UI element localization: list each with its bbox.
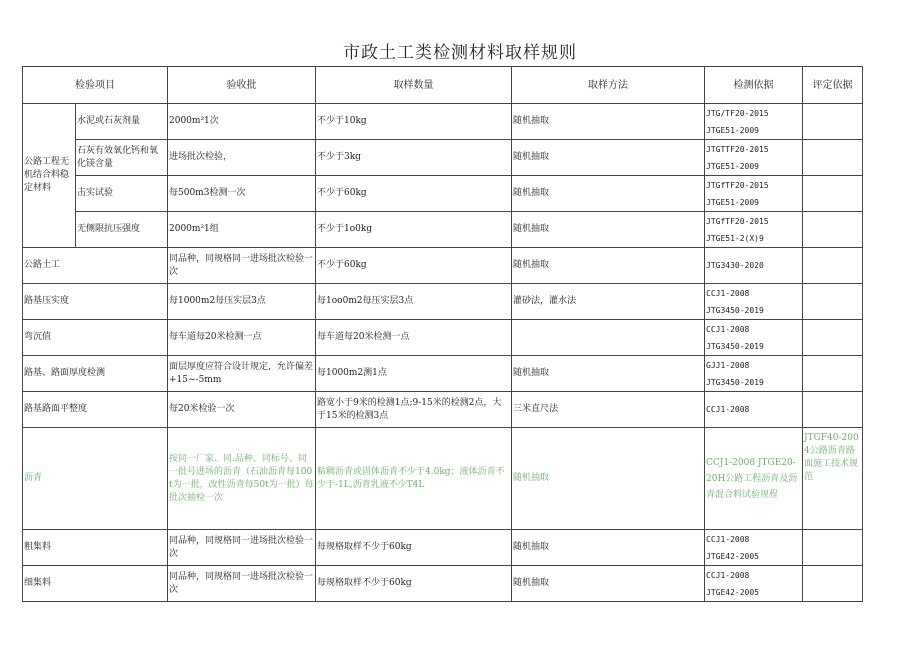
batch-cell: 2000m²1次 <box>168 104 316 140</box>
quantity-cell: 不少于3kg <box>316 140 512 176</box>
batch-cell: 每20米检验一次 <box>168 392 316 428</box>
sub-item: 石灰有效氧化钙和氧化镁含量 <box>76 140 168 176</box>
quantity-cell: 粘稠沥青或固体沥青不少于4.0kg；液体沥青不少于-1L,沥青乳液不少T4L <box>316 428 512 530</box>
eval-cell <box>803 356 863 392</box>
table-row <box>23 212 863 248</box>
item-cell: 沥青 <box>23 428 168 530</box>
basis-cell: CCJ1-2008 <box>705 392 803 428</box>
quantity-cell: 每车道每20米检测一点 <box>316 320 512 356</box>
table-row <box>23 320 863 356</box>
header-method: 取样方法 <box>512 67 705 104</box>
quantity-cell: 不少于1o0kg <box>316 212 512 248</box>
quantity-cell: 不少于60kg <box>316 176 512 212</box>
eval-cell <box>803 176 863 212</box>
header-batch: 验收批 <box>168 67 316 104</box>
quantity-cell: 每规格取样不少于60kg <box>316 566 512 602</box>
table-row-asphalt <box>23 428 863 530</box>
eval-cell <box>803 104 863 140</box>
batch-cell: 同品种，同规格同一进场批次检验一次 <box>168 248 316 284</box>
item-cell: 路基路面平整度 <box>23 392 168 428</box>
item-cell: 细集料 <box>23 566 168 602</box>
method-cell: 随机抽取 <box>512 428 705 530</box>
group-label: 公路工程无机结合料稳定材料 <box>23 104 76 248</box>
table-row <box>23 530 863 566</box>
basis-cell: CCJ1-2008 JTG3450-2019 <box>705 284 803 320</box>
table-row <box>23 392 863 428</box>
item-cell: 路基压实度 <box>23 284 168 320</box>
eval-cell <box>803 212 863 248</box>
basis-cell: JTGfTF20-2015 JTGE51-2(X)9 <box>705 212 803 248</box>
method-cell: 随机抽取 <box>512 248 705 284</box>
method-cell: 灌砂法，灌水法 <box>512 284 705 320</box>
sub-item: 无侧限抗压强度 <box>76 212 168 248</box>
batch-cell: 每1000m2每压实层3点 <box>168 284 316 320</box>
table-row <box>23 176 863 212</box>
method-cell: 三米直尺法 <box>512 392 705 428</box>
quantity-cell: 不少于60kg <box>316 248 512 284</box>
sub-item: 击实试验 <box>76 176 168 212</box>
basis-cell: CCJ1-2008 JTGE42-2005 <box>705 530 803 566</box>
table-row <box>23 284 863 320</box>
batch-cell: 每车道每20米检测一点 <box>168 320 316 356</box>
batch-cell: 面层厚度应符合设计规定，允许偏差+15~-5mm <box>168 356 316 392</box>
eval-cell: JTGF40-2004公路沥青路面施工技术规范 <box>803 428 863 530</box>
table-row <box>23 248 863 284</box>
eval-cell <box>803 140 863 176</box>
eval-cell <box>803 566 863 602</box>
quantity-cell: 每1oo0m2每压实层3点 <box>316 284 512 320</box>
eval-cell <box>803 392 863 428</box>
method-cell: 随机抽取 <box>512 104 705 140</box>
method-cell <box>512 320 705 356</box>
method-cell: 随机抽取 <box>512 212 705 248</box>
eval-cell <box>803 530 863 566</box>
eval-cell <box>803 284 863 320</box>
quantity-cell: 路宽小于9米的检测1点;9-15米的检测2点，大于15米的检测3点 <box>316 392 512 428</box>
quantity-cell: 不少于10kg <box>316 104 512 140</box>
header-item: 检验项目 <box>23 67 168 104</box>
item-cell: 粗集料 <box>23 530 168 566</box>
basis-cell: GJJ1-2008 JTG3450-2019 <box>705 356 803 392</box>
table-row <box>23 104 863 140</box>
batch-cell: 同品种，同规格同一进场批次检验一次 <box>168 530 316 566</box>
batch-cell: 进场批次检验， <box>168 140 316 176</box>
table-row <box>23 140 863 176</box>
batch-cell: 同品种，同规格同一进场批次检验一次 <box>168 566 316 602</box>
batch-cell: 2000m²1组 <box>168 212 316 248</box>
item-cell: 公路土工 <box>23 248 168 284</box>
quantity-cell: 每1000m2测1点 <box>316 356 512 392</box>
basis-cell: JTGTTF20-2015 JTGE51-2009 <box>705 140 803 176</box>
item-cell: 路基、路面厚度检测 <box>23 356 168 392</box>
header-quantity: 取样数量 <box>316 67 512 104</box>
basis-cell: JTGfTF20-2015 JTGE51-2009 <box>705 176 803 212</box>
sampling-rules-table <box>22 66 863 602</box>
basis-cell: JTG/TF20-2015 JTGE51-2009 <box>705 104 803 140</box>
batch-cell: 每500m3检测一次 <box>168 176 316 212</box>
header-basis: 检测依据 <box>705 67 803 104</box>
table-row <box>23 566 863 602</box>
table-row <box>23 356 863 392</box>
basis-cell: CCJ1-2008 JTGE42-2005 <box>705 566 803 602</box>
method-cell: 随机抽取 <box>512 530 705 566</box>
page-title: 市政土工类检测材料取样规则 <box>343 43 577 63</box>
sub-item: 水泥或石灰剂量 <box>76 104 168 140</box>
quantity-cell: 每规格取样不少于60kg <box>316 530 512 566</box>
eval-cell <box>803 320 863 356</box>
method-cell: 随机抽取 <box>512 356 705 392</box>
header-evaluation: 评定依据 <box>803 67 863 104</box>
basis-cell: CCJ1-2008 JTGE20-20H公路工程沥青及沥青混合料试验规程 <box>705 428 803 530</box>
method-cell: 随机抽取 <box>512 140 705 176</box>
eval-cell <box>803 248 863 284</box>
header-row <box>23 67 863 104</box>
batch-cell: 按同一厂家、同.品种、同标号、同一批号进场的沥青（石油沥青每100t为一批，改性沥青每50t为一批）每批次抽检一次 <box>168 428 316 530</box>
item-cell: 弯沉值 <box>23 320 168 356</box>
method-cell: 随机抽取 <box>512 176 705 212</box>
basis-cell: JTG3430-2020 <box>705 248 803 284</box>
method-cell: 随机抽取 <box>512 566 705 602</box>
basis-cell: CCJ1-2008 JTG3450-2019 <box>705 320 803 356</box>
